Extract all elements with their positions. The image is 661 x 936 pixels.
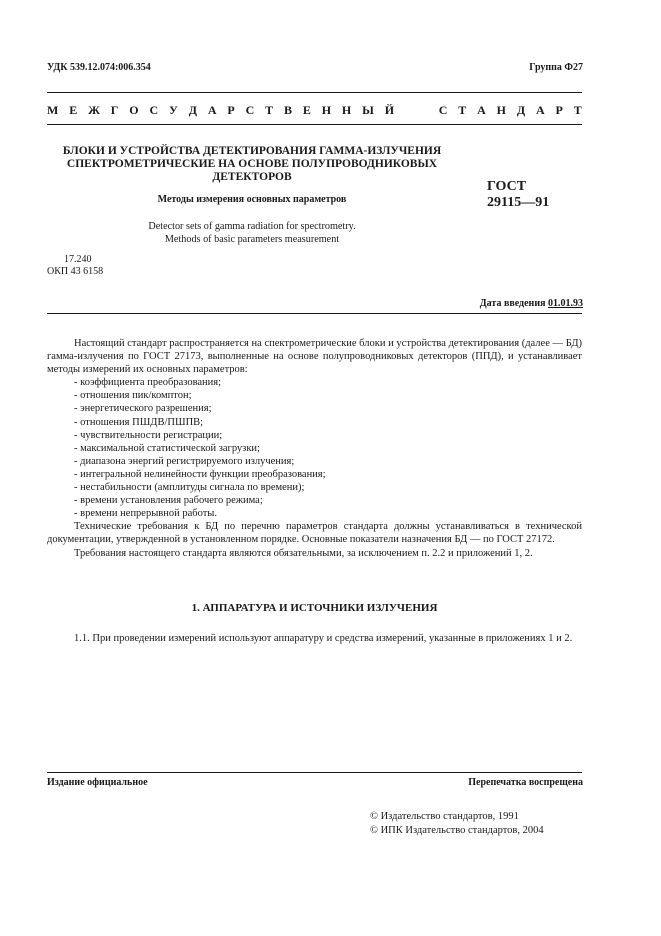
heading-letter: У [169,103,178,117]
interstate-standard-heading [47,103,582,118]
document-subtitle: Методы измерения основных параметров [157,194,347,205]
list-item: - коэффициента преобразования; [74,377,222,389]
heading-letter: Н [321,103,332,117]
list-item: - отношения ПШДВ/ПШПВ; [74,416,204,428]
heading-letter [405,103,411,118]
introduction-date-value: 01.01.93 [548,298,583,309]
heading-letter: Е [302,103,311,117]
heading-letter: Т [265,103,274,117]
group-code: Группа Ф27 [529,62,583,73]
heading-letter [422,103,428,118]
section-1-body [47,632,582,645]
heading-letter: Д [188,103,197,117]
copyright: © Издательство стандартов, 1991 © ИПК Издательство стандартов, 2004 [370,811,544,836]
date-rule [47,313,582,314]
reprint-prohibited: Перепечатка воспрещена [468,777,583,788]
list-item: - диапазона энергий регистрируемого излучения; [74,455,295,467]
footer-rule [47,772,582,773]
heading-letter: Д [516,103,526,117]
mandatory-paragraph: Требования настоящего стандарта являются обязательными, за исключением п. 2.2 и приложений 1, 2. [74,547,533,559]
udk-code: УДК 539.12.074:006.354 [47,62,151,73]
list-item: - максимальной статистической загрузки; [74,442,260,454]
list-item: - энергетического разрешения; [74,403,212,415]
heading-letter: Т [458,103,467,117]
classification-codes: 17.240 ОКП 43 6158 [47,254,104,277]
heading-letter: Ы [362,103,374,117]
heading-letter: О [129,103,139,117]
list-item: - нестабильности (амплитуды сигнала по времени); [74,482,305,494]
heading-letter: С [438,103,448,117]
heading-letter: В [283,103,292,117]
heading-letter: Е [69,103,78,117]
list-item: - отношения пик/комптон; [74,390,192,402]
heading-letter: С [245,103,255,117]
gost-number: ГОСТ 29115—91 [487,179,550,210]
heading-rule [47,124,582,125]
introduction-date: Дата введения 01.01.93 [479,298,583,309]
body-text [47,337,582,560]
document-title: БЛОКИ И УСТРОЙСТВА ДЕТЕКТИРОВАНИЯ ГАММА-ИЗЛУЧЕНИЯ СПЕКТРОМЕТРИЧЕСКИЕ НА ОСНОВЕ ПОЛУПРОВОДНИКОВЫХ ДЕТЕКТОРОВ [62,145,442,183]
heading-letter: Н [496,103,506,117]
heading-letter: Ж [88,103,100,117]
top-rule [47,92,582,93]
heading-letter: М [47,103,59,117]
list-item: - времени непрерывной работы. [74,508,217,520]
heading-letter: Н [341,103,352,117]
heading-letter: Р [555,103,563,117]
section-1-paragraph: 1.1. При проведении измерений используют аппаратуру и средства измерений, указанные в приложениях 1 и 2. [74,633,573,644]
heading-letter: А [207,103,217,117]
heading-letter: С [149,103,159,117]
section-1-heading: 1. АППАРАТУРА И ИСТОЧНИКИ ИЗЛУЧЕНИЯ [191,602,438,614]
list-item: - интегральной нелинейности функции преобразования; [74,468,326,480]
list-item: - времени установления рабочего режима; [74,495,263,507]
heading-letter: А [477,103,486,117]
heading-letter: А [535,103,545,117]
parameter-list [47,376,582,520]
official-edition: Издание официальное [47,777,148,788]
heading-letter: Т [573,103,582,117]
english-title: Detector sets of gamma radiation for spectrometry. Methods of basic parameters measurement [148,221,356,245]
requirements-paragraph: Технические требования к БД по перечню параметров стандарта должны устанавливаться в технической документации, утвержденной в установленном порядке. Основные показатели назначения БД — по ГОСТ 27172. [47,521,582,546]
heading-letter: Й [384,103,395,117]
heading-letter: Г [110,103,119,117]
heading-letter: Р [227,103,235,117]
list-item: - чувствительности регистрации; [74,429,223,441]
intro-paragraph: Настоящий стандарт распространяется на спектрометрические блоки и устройства детектирования (далее — БД) гамма-излучения по ГОСТ 27173, выполненные на основе полупроводниковых детекторов (ППД), и устанавливает методы измерений их основных параметров: [47,338,582,376]
